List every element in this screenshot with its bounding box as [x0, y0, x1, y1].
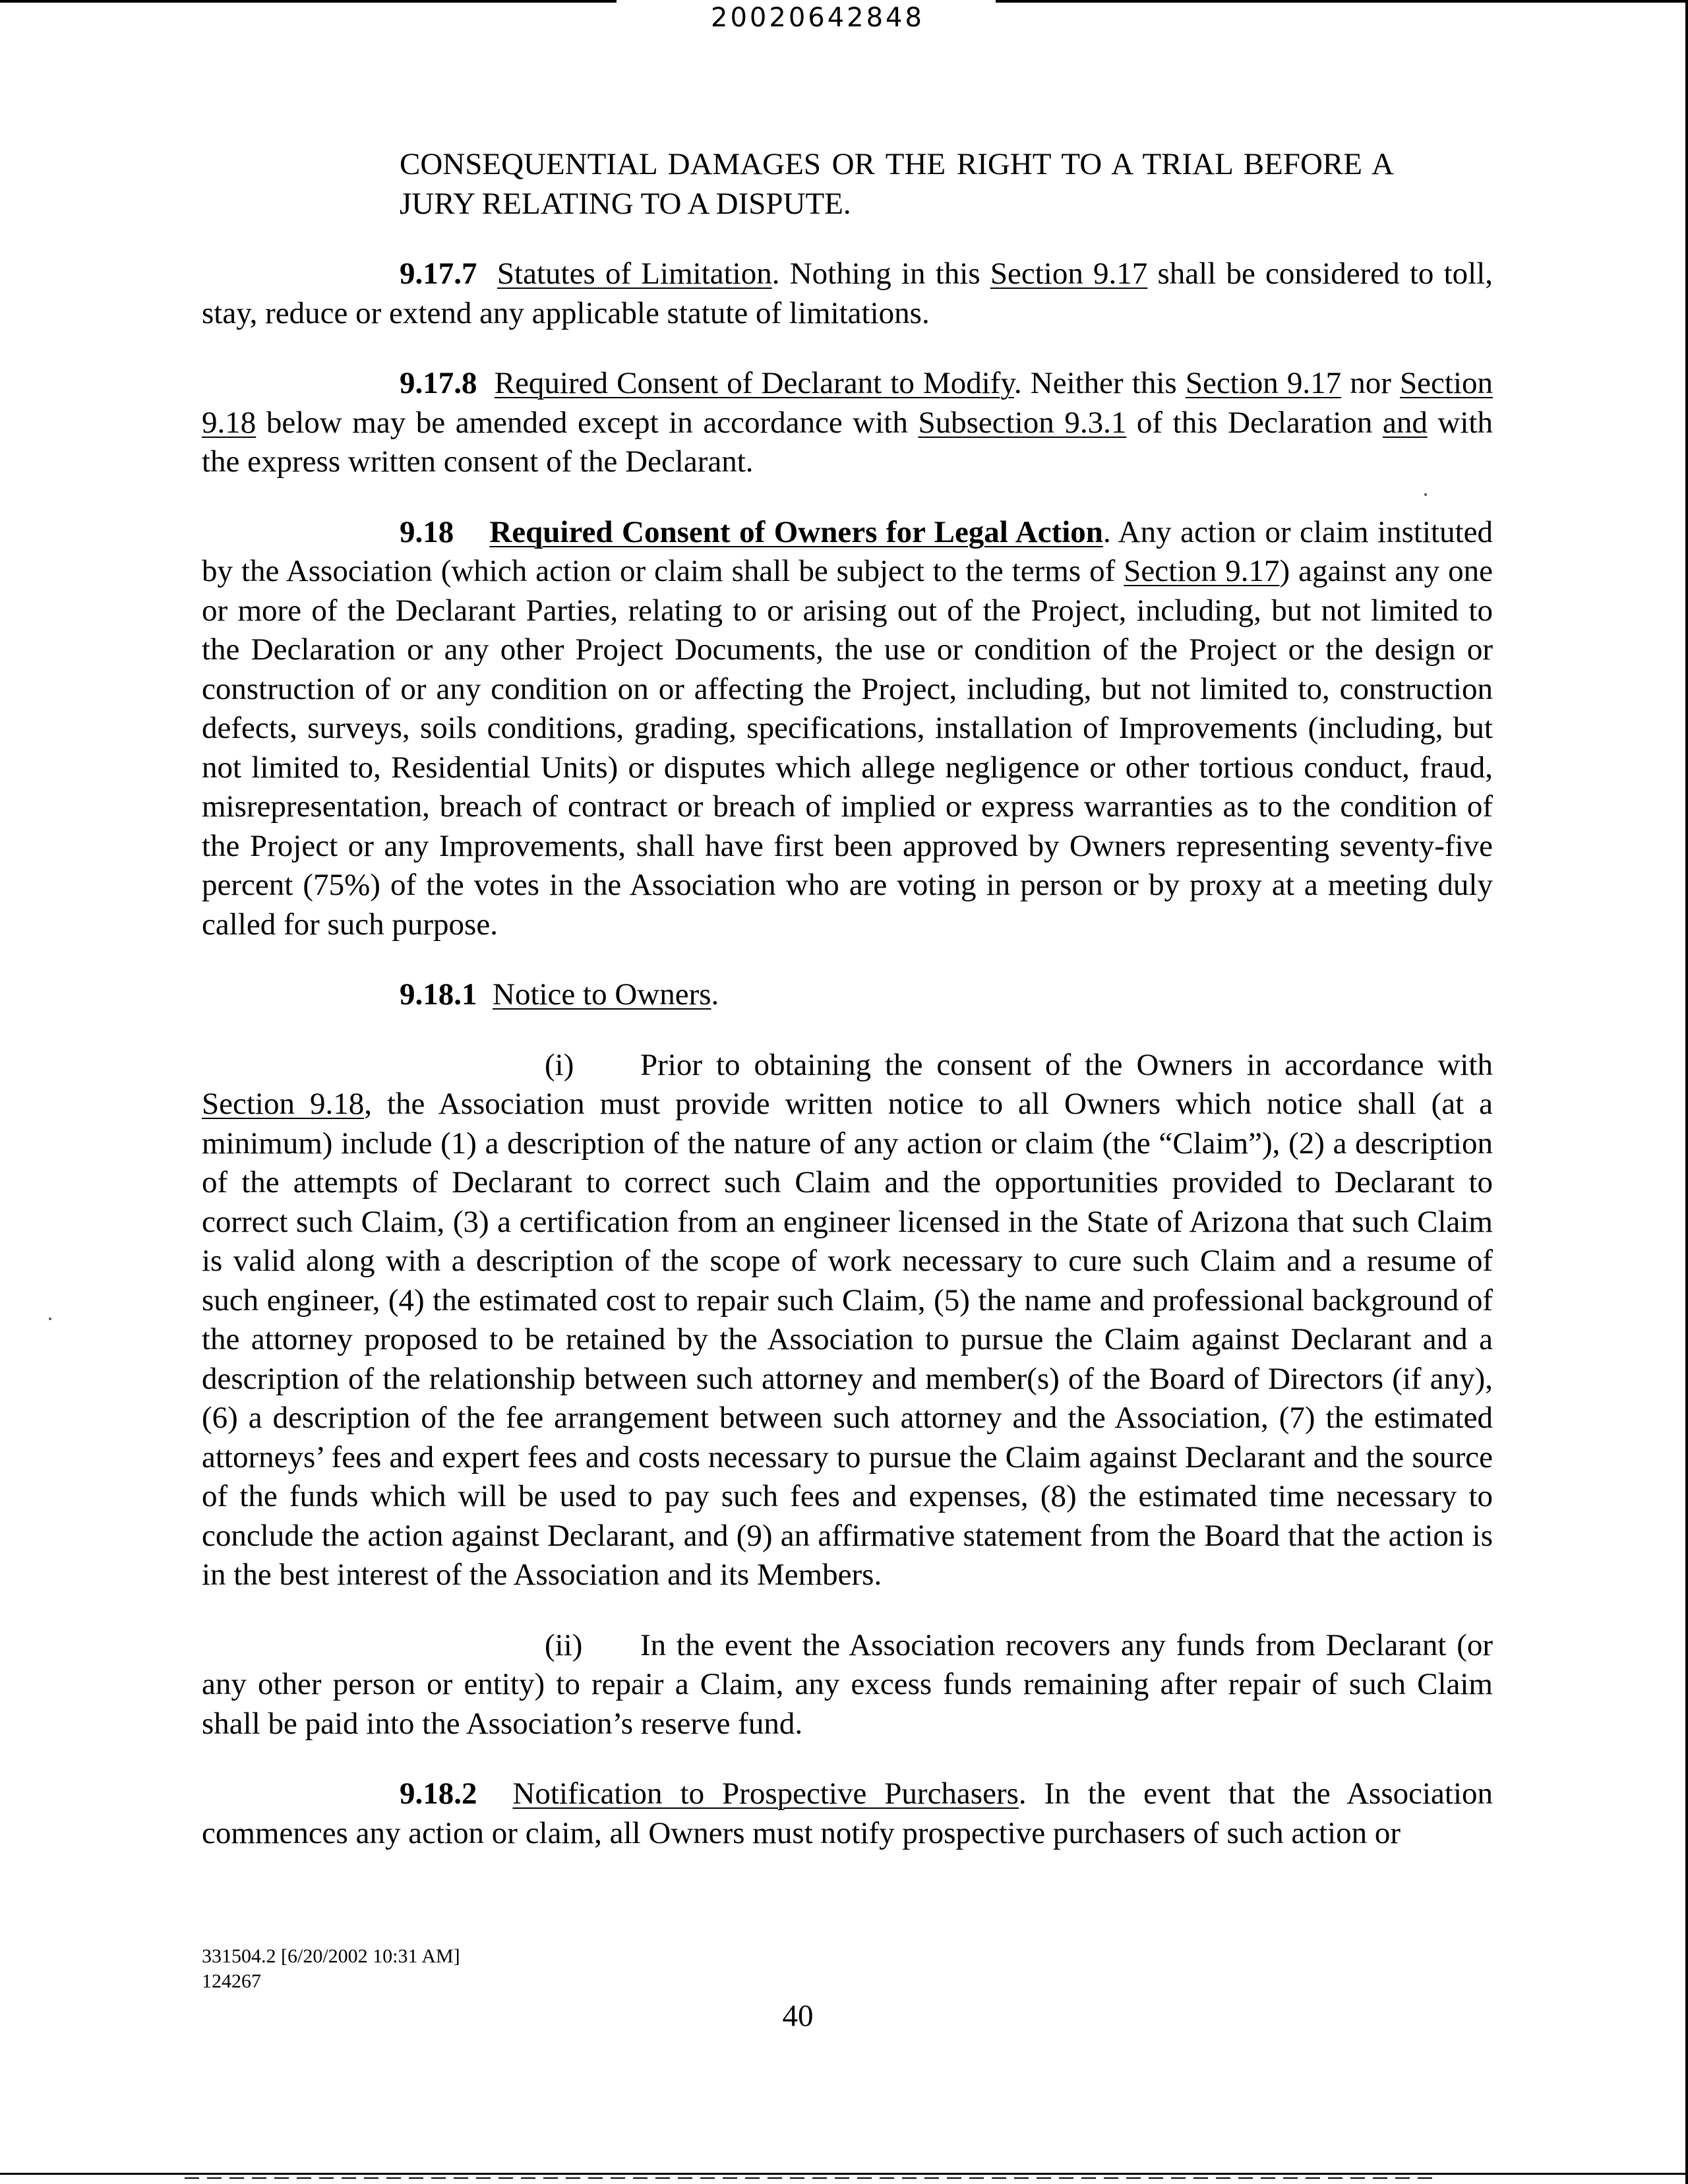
section-title: Notification to Prospective Purchasers: [512, 1776, 1019, 1811]
section-number: 9.18.2: [400, 1776, 477, 1811]
section-number: 9.17.8: [400, 366, 477, 400]
section-9-17-7: [202, 255, 1493, 333]
section-text: . Any action or claim instituted by the Association (which action or claim shall be subject to the terms of: [202, 514, 1493, 588]
section-text: In the event the Association recovers any funds from Declarant (or any other person or entity) to repair a Claim, any excess funds remaining after repair of such Claim shall be paid into the Association’s reserve fund.: [202, 1627, 1493, 1741]
document-body: [202, 145, 1493, 1884]
right-border: [1685, 0, 1688, 2184]
section-text: shall be considered to toll, stay, reduce or extend any applicable statute of limitations.: [202, 257, 1493, 330]
section-text: of this Declaration: [1126, 405, 1383, 440]
section-9-17-8: [202, 364, 1493, 482]
section-9-18-1: [202, 975, 1493, 1015]
section-number: 9.18: [400, 514, 454, 549]
cross-reference: Section 9.17: [1185, 366, 1342, 400]
subparagraph-i: [202, 1046, 1493, 1595]
emphasis-and: and: [1382, 405, 1428, 440]
section-title: Required Consent of Declarant to Modify: [494, 366, 1014, 400]
section-number: 9.17.7: [400, 257, 477, 291]
footer-document-reference: [202, 1944, 460, 1994]
paragraph-caps-continuation: CONSEQUENTIAL DAMAGES OR THE RIGHT TO A TRIAL BEFORE A JURY RELATING TO A DISPUTE.: [400, 147, 1394, 221]
section-number: 9.18.1: [400, 977, 477, 1012]
scan-speck: [49, 1318, 51, 1320]
cross-reference: Section 9.18: [202, 366, 1493, 440]
section-text: nor: [1341, 366, 1401, 400]
section-text: . In the event that the Association commences any action or claim, all Owners must notify prospective purchasers of such action or: [202, 1776, 1493, 1850]
section-text: below may be amended except in accordance with: [256, 405, 919, 440]
section-text: . Neither this: [1013, 366, 1186, 400]
bottom-scan-artifact: [185, 2177, 1437, 2179]
top-border-right: [996, 0, 1688, 3]
section-text: with the express written consent of the Declarant.: [202, 405, 1493, 479]
subparagraph-ii: [202, 1626, 1493, 1744]
section-9-18: [202, 513, 1493, 945]
section-title: Statutes of Limitation: [497, 257, 772, 291]
page-number: 40: [782, 1999, 814, 2033]
section-text: Prior to obtaining the consent of the Owners in accordance with: [640, 1047, 1493, 1082]
bottom-border: [0, 2173, 1688, 2175]
cross-reference: Section 9.17: [990, 257, 1148, 291]
cross-reference: Subsection 9.3.1: [918, 405, 1127, 440]
subparagraph-label: (i): [545, 1047, 574, 1082]
footer-ref-line: 331504.2 [6/20/2002 10:31 AM]: [202, 1945, 460, 1967]
subparagraph-label: (ii): [545, 1627, 583, 1662]
section-9-18-2: [202, 1774, 1493, 1853]
cross-reference: Section 9.18: [202, 1087, 365, 1121]
scan-speck: [1424, 493, 1427, 496]
top-border-left: [0, 0, 617, 3]
document-number: 20020642848: [711, 3, 924, 33]
section-title: Notice to Owners: [493, 977, 711, 1012]
section-text: .: [711, 977, 719, 1012]
cross-reference: Section 9.17: [1124, 554, 1280, 588]
section-text: . Nothing in this: [771, 257, 990, 291]
section-text: ) against any one or more of the Declarant Parties, relating to or arising out of the Project, including, but not limited to the Declaration or any other Project Documents, the use or condition of the Project or the design or construction of or any condition on or affecting the Project, including, but not limited to, construction defects, surveys, soils conditions, grading, specifications, installation of Improvements (including, but not limited to, Residential Units) or disputes which allege negligence or other tortious conduct, fraud, misrepresentation, breach of contract or breach of implied or express warranties as to the condition of the Project or any Improvements, shall have first been approved by Owners representing seventy-five percent (75%) of the votes in the Association who are voting in person or by proxy at a meeting duly called for such purpose.: [202, 554, 1493, 942]
section-title: Required Consent of Owners for Legal Action: [489, 514, 1103, 549]
footer-ref-line: 124267: [202, 1970, 261, 1992]
section-text: , the Association must provide written notice to all Owners which notice shall (at a minimum) include (1) a description of the nature of any action or claim (the “Claim”), (2) a description of the attempts of Declarant to correct such Claim and the opportunities provided to Declarant to correct such Claim, (3) a certification from an engineer licensed in the State of Arizona that such Claim is valid along with a description of the scope of work necessary to cure such Claim and a resume of such engineer, (4) the estimated cost to repair such Claim, (5) the name and professional background of the attorney proposed to be retained by the Association to pursue the Claim against Declarant and a description of the relationship between such attorney and member(s) of the Board of Directors (if any), (6) a description of the fee arrangement between such attorney and the Association, (7) the estimated attorneys’ fees and expert fees and costs necessary to pursue the Claim against Declarant and the source of the funds which will be used to pay such fees and expenses, (8) the estimated time necessary to conclude the action against Declarant, and (9) an affirmative statement from the Board that the action is in the best interest of the Association and its Members.: [202, 1087, 1493, 1592]
